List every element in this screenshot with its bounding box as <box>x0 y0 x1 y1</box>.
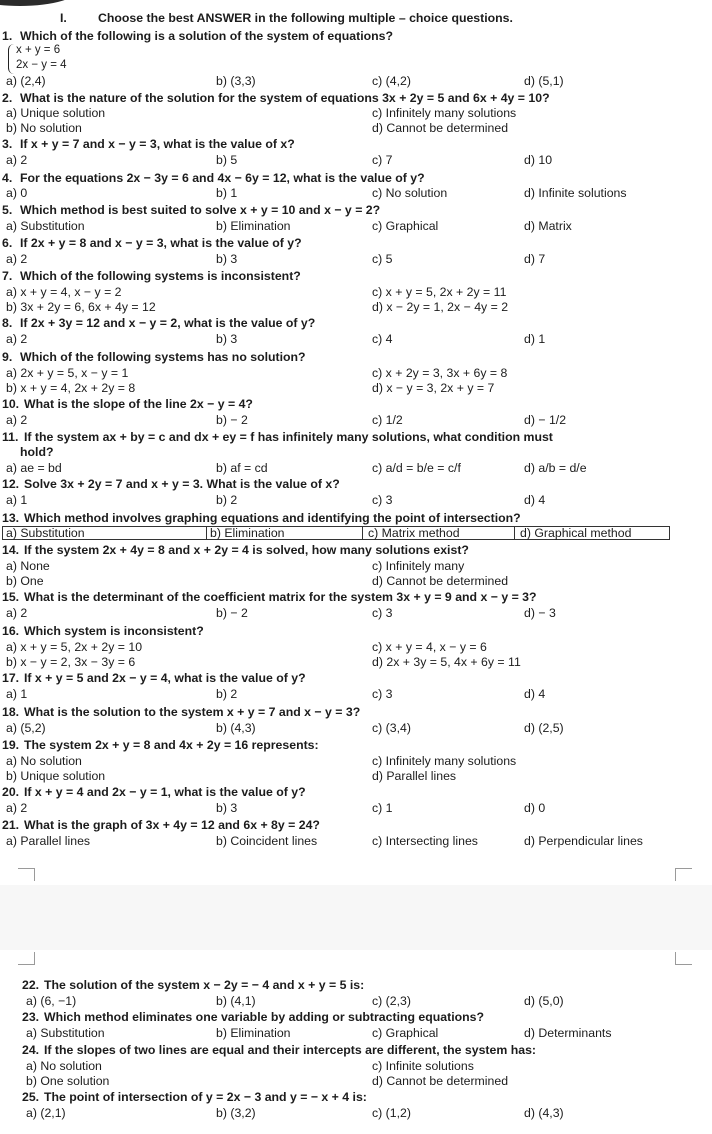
option[interactable]: b) 3 <box>216 801 238 815</box>
question-number: 9. <box>2 350 13 364</box>
option[interactable]: c) Intersecting lines <box>372 834 478 848</box>
question-text: If 2x + 3y = 12 and x − y = 2, what is the value of y? <box>20 316 316 330</box>
system-equation: x + y = 6 <box>16 44 61 56</box>
question-text: Solve 3x + 2y = 7 and x + y = 3. What is the value of x? <box>24 477 340 491</box>
question-number: 8. <box>2 316 13 330</box>
option[interactable]: b) x + y = 4, 2x + 2y = 8 <box>6 381 136 395</box>
option[interactable]: a) No solution <box>6 754 82 768</box>
section-numeral: I. <box>60 11 67 25</box>
option[interactable]: a) 2 <box>6 153 28 167</box>
question-number: 17. <box>2 671 20 685</box>
option[interactable]: b) One <box>6 574 44 588</box>
system-equation: 2x − y = 4 <box>16 59 67 71</box>
option[interactable]: d) a/b = d/e <box>524 461 587 475</box>
option[interactable]: b) − 2 <box>216 606 248 620</box>
option[interactable]: c) (1,2) <box>372 1106 411 1120</box>
question-text: Which of the following is a solution of the system of equations? <box>20 29 394 43</box>
crop-mark <box>18 868 35 881</box>
option[interactable]: c) 3 <box>372 606 393 620</box>
option[interactable]: c) Infinitely many solutions <box>372 754 517 768</box>
question-text: What is the graph of 3x + 4y = 12 and 6x + 8y = 24? <box>24 818 320 832</box>
question-number: 12. <box>2 477 20 491</box>
option[interactable]: b) (4,1) <box>216 994 256 1008</box>
option[interactable]: b) (3,3) <box>216 74 256 88</box>
option[interactable]: a) None <box>6 559 50 573</box>
option[interactable]: d) (5,1) <box>524 74 564 88</box>
option[interactable]: d) (2,5) <box>524 721 564 735</box>
option[interactable]: b) 3 <box>216 332 238 346</box>
option[interactable]: b) Elimination <box>210 526 285 540</box>
system-brace <box>8 44 15 74</box>
option[interactable]: c) Matrix method <box>368 526 460 540</box>
question-number: 2. <box>2 91 13 105</box>
question-text: If x + y = 7 and x − y = 3, what is the value of x? <box>20 137 295 151</box>
question-number: 10. <box>2 397 20 411</box>
option[interactable]: b) 2 <box>216 493 238 507</box>
instructions: Choose the best ANSWER in the following multiple – choice questions. <box>98 11 513 25</box>
option[interactable]: d) Perpendicular lines <box>524 834 643 848</box>
option[interactable]: d) 7 <box>524 252 546 266</box>
option[interactable]: c) Infinitely many <box>372 559 465 573</box>
option[interactable]: b) (3,2) <box>216 1106 256 1120</box>
option[interactable]: d) Parallel lines <box>372 769 457 783</box>
option[interactable]: d) Determinants <box>524 1026 612 1040</box>
question-number: 1. <box>2 29 13 43</box>
option[interactable]: c) x + y = 5, 2x + 2y = 11 <box>372 285 507 299</box>
option[interactable]: a) 0 <box>6 186 28 200</box>
option[interactable]: a) (6, −1) <box>26 994 77 1008</box>
crop-mark <box>675 868 692 881</box>
table-divider <box>514 526 515 540</box>
option[interactable]: d) 1 <box>524 332 546 346</box>
option[interactable]: c) x + 2y = 3, 3x + 6y = 8 <box>372 366 508 380</box>
option[interactable]: b) One solution <box>26 1074 110 1088</box>
option[interactable]: c) No solution <box>372 186 448 200</box>
question-text-continued: hold? <box>20 445 54 459</box>
question-number: 5. <box>2 203 13 217</box>
question-text: If the system 2x + 4y = 8 and x + 2y = 4 is solved, how many solutions exist? <box>24 543 469 557</box>
question-text: If the system ax + by = c and dx + ey = f has infinitely many solutions, what condition must <box>24 430 553 444</box>
question-number: 14. <box>2 543 20 557</box>
option[interactable]: b) Unique solution <box>6 769 106 783</box>
option[interactable]: a) (2,4) <box>6 74 46 88</box>
question-number: 19. <box>2 738 20 752</box>
option[interactable]: b) x − y = 2, 3x − 3y = 6 <box>6 655 136 669</box>
question-number: 13. <box>2 511 20 525</box>
option[interactable]: a) No solution <box>26 1059 102 1073</box>
option[interactable]: a) 2x + y = 5, x − y = 1 <box>6 366 129 380</box>
question-number: 7. <box>2 269 13 283</box>
option[interactable]: b) 1 <box>216 186 238 200</box>
option[interactable]: c) x + y = 4, x − y = 6 <box>372 640 487 654</box>
option[interactable]: a) 2 <box>6 801 28 815</box>
option[interactable]: a) (5,2) <box>6 721 46 735</box>
option[interactable]: b) 3 <box>216 252 238 266</box>
option[interactable]: d) Graphical method <box>520 526 632 540</box>
option[interactable]: b) (4,3) <box>216 721 256 735</box>
option[interactable]: c) Graphical <box>372 1026 439 1040</box>
option[interactable]: d) 4 <box>524 687 546 701</box>
question-number: 3. <box>2 137 13 151</box>
option[interactable]: b) 3x + 2y = 6, 6x + 4y = 12 <box>6 300 156 314</box>
option[interactable]: a) (2,1) <box>26 1106 66 1120</box>
question-number: 6. <box>2 236 13 250</box>
question-text: Which method is best suited to solve x + y = 10 and x − y = 2? <box>20 203 381 217</box>
option[interactable]: c) 3 <box>372 687 393 701</box>
question-text: If 2x + y = 8 and x − y = 3, what is the value of y? <box>20 236 302 250</box>
option[interactable]: a) x + y = 4, x − y = 2 <box>6 285 122 299</box>
question-text: The system 2x + y = 8 and 4x + 2y = 16 represents: <box>24 738 319 752</box>
question-text: If x + y = 5 and 2x − y = 4, what is the value of y? <box>24 671 306 685</box>
question-text: Which of the following systems is inconsistent? <box>20 269 301 283</box>
option[interactable]: c) 1/2 <box>372 413 403 427</box>
option[interactable]: d) Cannot be determined <box>372 1074 509 1088</box>
option[interactable]: d) − 3 <box>524 606 556 620</box>
option[interactable]: a) 1 <box>6 687 28 701</box>
option[interactable]: a) 2 <box>6 413 28 427</box>
question-number: 21. <box>2 818 20 832</box>
option[interactable]: c) 5 <box>372 252 393 266</box>
option[interactable]: a) Parallel lines <box>6 834 91 848</box>
question-number: 20. <box>2 785 20 799</box>
option[interactable]: a) Substitution <box>6 219 85 233</box>
option[interactable]: d) 10 <box>524 153 553 167</box>
option[interactable]: a) 2 <box>6 252 28 266</box>
question-number: 22. <box>22 978 40 992</box>
option[interactable]: b) af = cd <box>216 461 268 475</box>
option[interactable]: c) 3 <box>372 493 393 507</box>
question-number: 16. <box>2 624 20 638</box>
question-number: 25. <box>22 1090 40 1104</box>
option[interactable]: d) (4,3) <box>524 1106 564 1120</box>
option[interactable]: a) 2 <box>6 606 28 620</box>
question-text: What is the solution to the system x + y = 7 and x − y = 3? <box>24 705 361 719</box>
question-number: 18. <box>2 705 20 719</box>
option[interactable]: d) 2x + 3y = 5, 4x + 6y = 11 <box>372 655 521 669</box>
option[interactable]: d) (5,0) <box>524 994 564 1008</box>
question-text: What is the determinant of the coefficient matrix for the system 3x + y = 9 and x − y = 3? <box>24 590 537 604</box>
table-divider <box>206 526 207 540</box>
option[interactable]: c) Graphical <box>372 219 439 233</box>
question-text: Which method involves graphing equations and identifying the point of intersection? <box>24 511 521 525</box>
question-text: What is the slope of the line 2x − y = 4? <box>24 397 253 411</box>
question-text: For the equations 2x − 3y = 6 and 4x − 6y = 12, what is the value of y? <box>20 171 425 185</box>
question-text: The solution of the system x − 2y = − 4 and x + y = 5 is: <box>44 978 365 992</box>
option[interactable]: c) (3,4) <box>372 721 411 735</box>
question-text: Which of the following systems has no solution? <box>20 350 306 364</box>
question-text: If the slopes of two lines are equal and their intercepts are different, the system has: <box>44 1043 537 1057</box>
crop-mark <box>18 952 35 965</box>
option[interactable]: c) (4,2) <box>372 74 411 88</box>
option[interactable]: c) Infinite solutions <box>372 1059 474 1073</box>
question-text: Which system is inconsistent? <box>24 624 204 638</box>
option[interactable]: a) Substitution <box>26 1026 105 1040</box>
table-divider <box>362 526 363 540</box>
option[interactable]: a) Unique solution <box>6 106 106 120</box>
option[interactable]: d) Cannot be determined <box>372 121 509 135</box>
option[interactable]: a) 1 <box>6 493 28 507</box>
question-number: 11. <box>2 430 19 444</box>
question-text: If x + y = 4 and 2x − y = 1, what is the value of y? <box>24 785 306 799</box>
option[interactable]: a) x + y = 5, 2x + 2y = 10 <box>6 640 143 654</box>
option[interactable]: c) 1 <box>372 801 393 815</box>
option[interactable]: c) 4 <box>372 332 393 346</box>
option[interactable]: d) − 1/2 <box>524 413 567 427</box>
option[interactable]: b) Elimination <box>216 219 291 233</box>
question-number: 4. <box>2 171 13 185</box>
option[interactable]: c) (2,3) <box>372 994 411 1008</box>
option[interactable]: b) 2 <box>216 687 238 701</box>
option[interactable]: c) Infinitely many solutions <box>372 106 517 120</box>
crop-mark <box>675 952 692 965</box>
option[interactable]: b) − 2 <box>216 413 248 427</box>
option[interactable]: d) Matrix <box>524 219 572 233</box>
option[interactable]: a) Substitution <box>6 526 85 540</box>
option[interactable]: c) 7 <box>372 153 393 167</box>
question-number: 24. <box>22 1043 40 1057</box>
option[interactable]: c) a/d = b/e = c/f <box>372 461 461 475</box>
option[interactable]: d) 4 <box>524 493 546 507</box>
option[interactable]: b) Coincident lines <box>216 834 318 848</box>
option[interactable]: d) x − y = 3, 2x + y = 7 <box>372 381 495 395</box>
question-text: What is the nature of the solution for the system of equations 3x + 2y = 5 and 6x + 4y = 10? <box>20 91 550 105</box>
question-text: Which method eliminates one variable by adding or subtracting equations? <box>44 1010 485 1024</box>
option[interactable]: d) Cannot be determined <box>372 574 509 588</box>
option[interactable]: a) 2 <box>6 332 28 346</box>
option[interactable]: d) x − 2y = 1, 2x − 4y = 2 <box>372 300 509 314</box>
question-number: 23. <box>22 1010 40 1024</box>
option[interactable]: a) ae = bd <box>6 461 62 475</box>
question-number: 15. <box>2 590 20 604</box>
option[interactable]: d) Infinite solutions <box>524 186 627 200</box>
page-gap <box>0 885 712 950</box>
option[interactable]: b) Elimination <box>216 1026 291 1040</box>
option[interactable]: b) No solution <box>6 121 82 135</box>
option[interactable]: d) 0 <box>524 801 546 815</box>
question-text: The point of intersection of y = 2x − 3 and y = − x + 4 is: <box>44 1090 367 1104</box>
option[interactable]: b) 5 <box>216 153 238 167</box>
